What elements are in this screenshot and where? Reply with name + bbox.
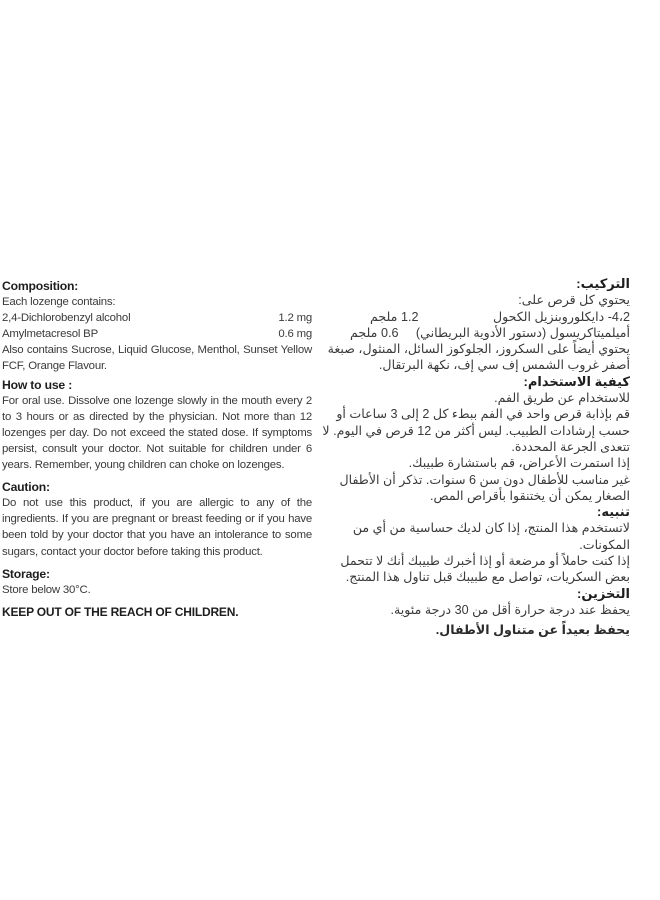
arabic-ingredient-dose: 0.6 ملجم <box>350 325 399 340</box>
each-lozenge-text: Each lozenge contains: <box>2 296 116 309</box>
arabic-ingredient-dose: 1.2 ملجم <box>370 309 419 324</box>
ingredient-row <box>2 326 312 342</box>
ingredient-name: Amylmetacresol BP <box>2 328 98 341</box>
caution-heading: Caution: <box>2 480 50 495</box>
ingredient-dose: 1.2 mg <box>278 312 312 325</box>
ingredient-row <box>2 310 312 326</box>
arabic-how-to-use-line: للاستخدام عن طريق الفم. <box>494 391 630 406</box>
arabic-column <box>316 276 630 639</box>
ingredient-name: 2,4-Dichlorobenzyl alcohol <box>2 312 131 325</box>
arabic-each-lozenge-text: يحتوي كل قرص على: <box>518 293 630 308</box>
arabic-caution-heading: تنبيه: <box>596 504 630 520</box>
arabic-caution-line: إذا كنت حاملاً أو مرضعة أو إذا أخبرك طبيبك أنك لا تتحمل بعض السكريات، تواصل مع طبيبك قبل تناول هذا المنتج. <box>340 554 630 585</box>
arabic-how-to-use-line: قم بإذابة قرص واحد في الفم ببطء كل 2 إلى 3 ساعات أو حسب إرشادات الطبيب. ليس أكثر من 12 قرص في اليوم. لا تتعدى الجرعة المحددة. <box>322 407 630 454</box>
arabic-keep-out-warning: يحفظ بعيداً عن متناول الأطفال. <box>435 623 630 638</box>
how-to-use-text: For oral use. Dissolve one lozenge slowly in the mouth every 2 to 3 hours or as directed by the physician. Not more than 12 lozenges per day. Do not exceed the stated dose. If symptoms persist, consult your doctor. Not suitable for children under 6 years. Remember, young children can choke on lozenges. <box>2 394 312 472</box>
arabic-ingredient-row <box>316 325 630 341</box>
arabic-how-to-use-line: غير مناسب للأطفال دون سن 6 سنوات. تذكر أن الأطفال الصغار يمكن أن يختنقوا بأقراص المص. <box>339 472 630 503</box>
arabic-ingredient-name: أميلميتاكريسول (دستور الأدوية البريطاني) <box>415 325 630 340</box>
arabic-how-to-use-heading: كيفية الاستخدام: <box>523 373 630 389</box>
arabic-caution-line: لاتستخدم هذا المنتج، إذا كان لديك حساسية من أي من المكونات. <box>352 521 630 552</box>
arabic-also-contains-text: يحتوي أيضاً على السكروز، الجلوكوز السائل، المنثول، صبغة أصفر غروب الشمس إف سي إف، نكهة البرتقال. <box>327 342 630 373</box>
arabic-ingredient-name: 4،2- دايكلوروبنزيل الكحول <box>492 309 630 324</box>
arabic-ingredient-row <box>316 309 630 325</box>
keep-out-warning: KEEP OUT OF THE REACH OF CHILDREN. <box>2 604 239 619</box>
also-contains-text: Also contains Sucrose, Liquid Glucose, Menthol, Sunset Yellow FCF, Orange Flavour. <box>2 344 312 373</box>
storage-heading: Storage: <box>2 566 50 581</box>
composition-heading: Composition: <box>2 279 79 293</box>
arabic-composition-heading: التركيب: <box>576 276 630 291</box>
storage-text: Store below 30°C. <box>2 583 91 596</box>
arabic-storage-text: يحفظ عند درجة حرارة أقل من 30 درجة مئوية. <box>390 602 630 617</box>
how-to-use-heading: How to use : <box>2 377 73 392</box>
english-column <box>2 276 312 620</box>
arabic-how-to-use-line: إذا استمرت الأعراض، قم باستشارة طبيبك. <box>408 456 630 471</box>
arabic-storage-heading: التخزين: <box>576 585 630 601</box>
ingredient-dose: 0.6 mg <box>278 328 312 341</box>
caution-text: Do not use this product, if you are allergic to any of the ingredients. If you are pregnant or breast feeding or if you have been told by your doctor that you have an intolerance to some sugars, contact your doctor before taking this product. <box>2 497 312 558</box>
